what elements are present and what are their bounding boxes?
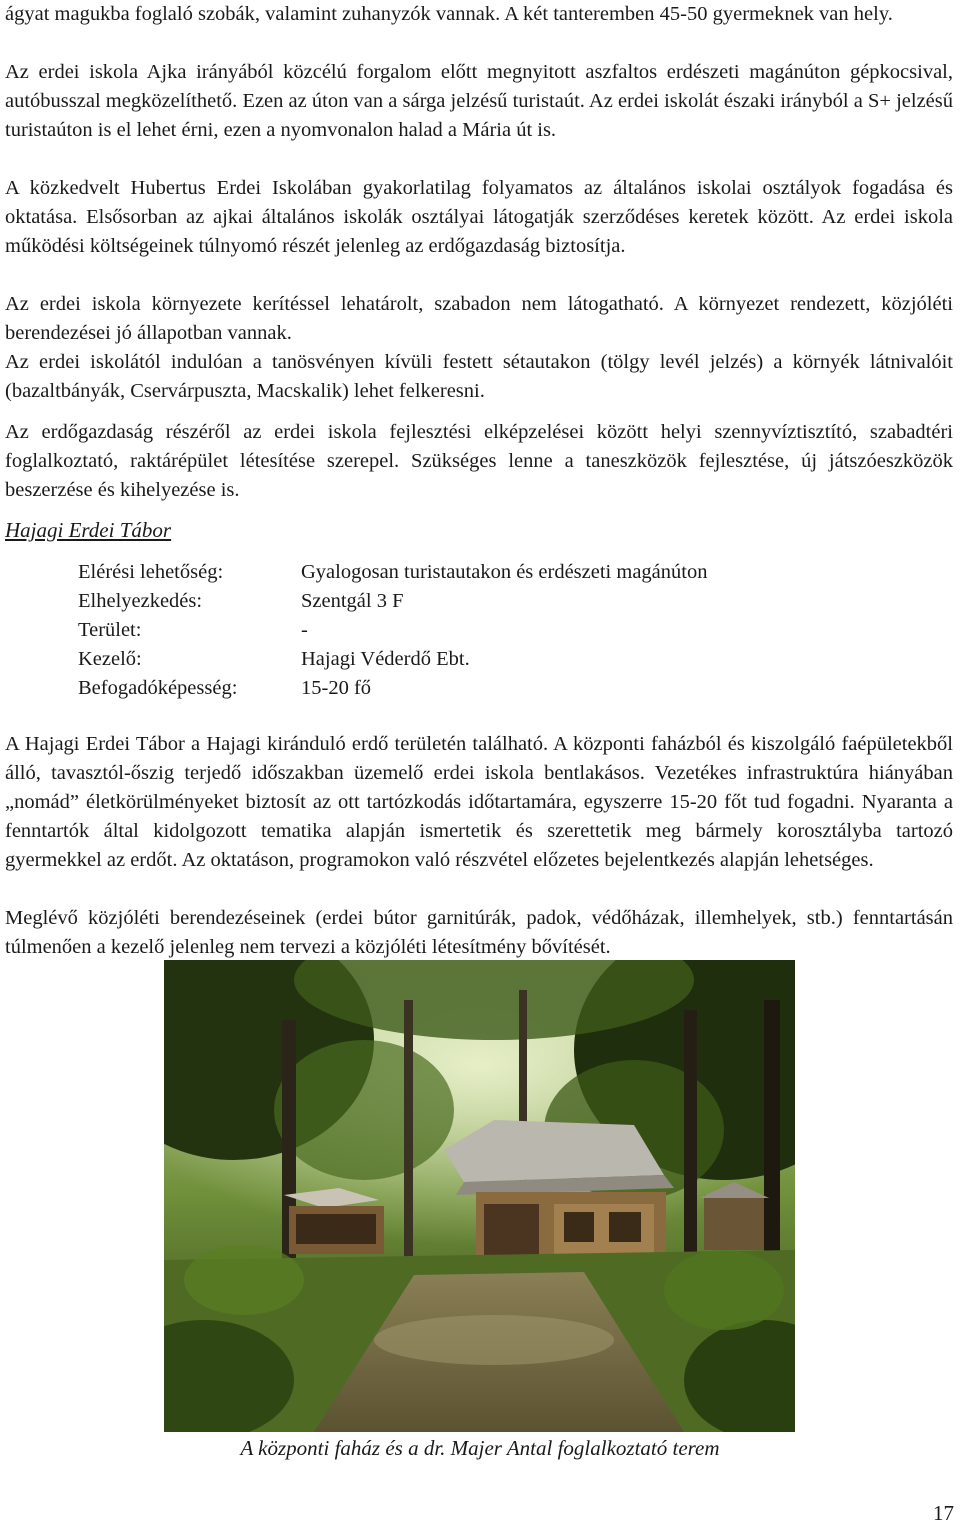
info-label: Elérési lehetőség: [78, 561, 224, 583]
section-heading-hajagi: Hajagi Erdei Tábor [5, 518, 172, 542]
info-value: Hajagi Véderdő Ebt. [301, 648, 470, 670]
photo-caption: A központi faház és a dr. Majer Antal foglalkoztató terem [240, 1436, 720, 1460]
paragraph-access: Az erdei iskola Ajka irányából közcélú forgalom előtt megnyitott aszfaltos erdészeti magánúton gépkocsival, autóbusszal megközelíthető. Ezen az úton van a sárga jelzésű turistaút. Az erdei iskolát északi irányból a S+ jelzésű turistaúton is el lehet érni, ezen a nyomvonalon halad a Mária út is. [5, 61, 953, 141]
paragraph-environment: Az erdei iskola környezete kerítéssel lehatárolt, szabadon nem látogatható. A környezet rendezett, közjóléti berendezései jó állapotban vannak. [5, 293, 953, 344]
info-value: 15-20 fő [301, 677, 372, 699]
info-row-area [78, 616, 707, 645]
paragraph-hubertus: A közkedvelt Hubertus Erdei Iskolában gyakorlatilag folyamatos az általános iskolai osztályok fogadása és oktatása. Elsősorban az ajkai általános iskolák osztályai látogatják szerződéses keretek között. Az erdei iskola működési költségeinek túlnyomó részét jelenleg az erdőgazdaság biztosítja. [5, 177, 953, 257]
info-row-manager [78, 645, 707, 674]
info-row-capacity [78, 674, 707, 703]
info-table [78, 558, 707, 703]
paragraph-development: Az erdőgazdaság részéről az erdei iskola fejlesztési elképzelései között helyi szennyvíztisztító, szabadtéri foglalkoztató, raktárépület létesítése szerepel. Szükséges lenne a taneszközök fejlesztése, új játszóeszközök beszerzése és kihelyezése is. [5, 421, 953, 501]
paragraph-walks: Az erdei iskolától indulóan a tanösvényen kívüli festett sétautakon (tölgy levél jelzés) a környék látnivalóit (bazaltbányák, Cservárpuszta, Macskalik) lehet felkeresni. [5, 351, 953, 402]
info-value: - [301, 619, 308, 641]
paragraph-rooms: ágyat magukba foglaló szobák, valamint zuhanyzók vannak. A két tanteremben 45-50 gyermeknek van hely. [5, 3, 893, 25]
paragraph-hajagi-description: A Hajagi Erdei Tábor a Hajagi kiránduló erdő területén található. A központi faházból és kiszolgáló faépületekből álló, tavasztól-őszig terjedő időszakban üzemelő erdei iskola bentlakásos. Vezetékes infrastruktúra hiányában „nomád” életkörülményeket biztosít az ott tartózkodás időtartamára, egyszerre 15-20 főt tud fogadni. Nyaranta a fenntartók által kidolgozott tematika alapján ismertetik és szerettetik meg bármely korosztályba tartozó gyermekkel az erdőt. Az oktatáson, programokon való részvétel előzetes bejelentkezés alapján lehetséges. [5, 733, 953, 871]
info-row-location [78, 587, 707, 616]
info-label: Terület: [78, 619, 142, 641]
info-label: Befogadóképesség: [78, 677, 238, 699]
info-value: Szentgál 3 F [301, 590, 404, 612]
info-row-access [78, 558, 707, 587]
page-number: 17 [933, 1501, 954, 1525]
info-value: Gyalogosan turistautakon és erdészeti magánúton [301, 561, 708, 583]
forest-camp-photo [164, 960, 795, 1432]
info-label: Kezelő: [78, 648, 142, 670]
paragraph-hajagi-facilities: Meglévő közjóléti berendezéseinek (erdei bútor garnitúrák, padok, védőházak, illemhelyek, stb.) fenntartásán túlmenően a kezelő jelenleg nem tervezi a közjóléti létesítmény bővítését. [5, 907, 953, 958]
info-label: Elhelyezkedés: [78, 590, 203, 612]
